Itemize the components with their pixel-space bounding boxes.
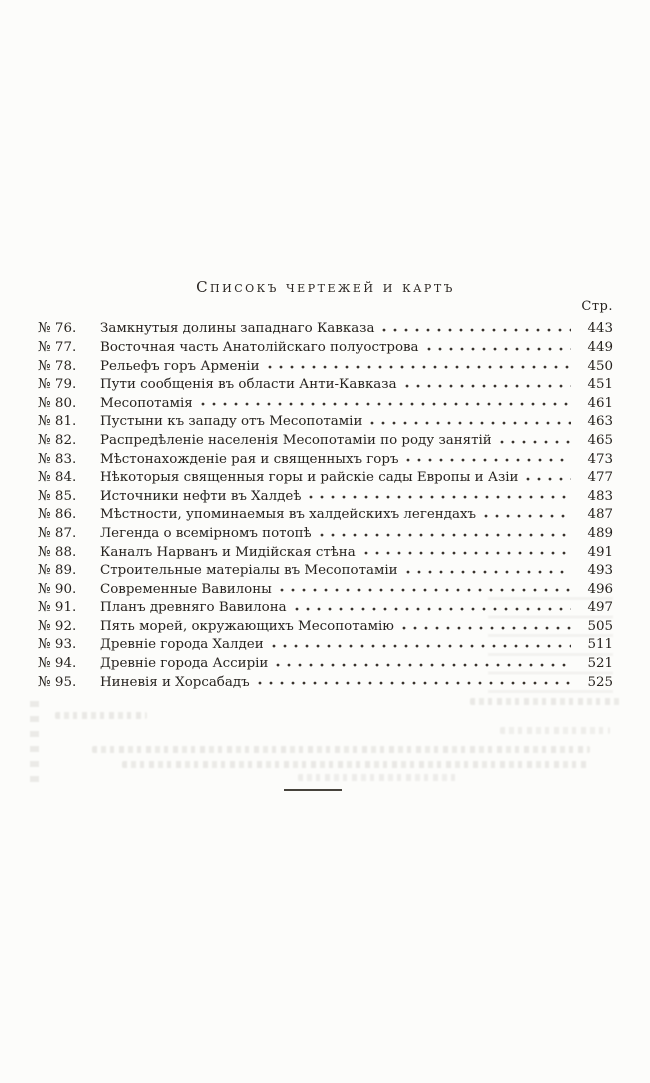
dot-leader (382, 319, 571, 332)
entry-title: Источники нефти въ Халдеѣ (100, 488, 302, 504)
entry-page: 496 (587, 581, 613, 597)
entry-page: 487 (587, 507, 613, 523)
entry-number: № 89. (38, 563, 77, 579)
toc-entry (38, 468, 613, 487)
dot-leader (406, 561, 571, 574)
toc-entry (38, 319, 613, 338)
entry-title: Строительные матеріалы въ Месопотаміи (100, 563, 398, 579)
entry-number: № 82. (38, 432, 77, 448)
dot-leader (309, 486, 571, 499)
dot-leader (526, 468, 571, 481)
entry-page: 465 (587, 432, 613, 448)
entry-number: № 85. (38, 488, 77, 504)
dot-leader (484, 505, 571, 518)
dot-leader (268, 356, 571, 369)
bleed-through-smudge (298, 774, 458, 781)
dot-leader (370, 412, 571, 425)
divider-rule (284, 789, 342, 791)
bleed-through-smudge (55, 712, 147, 719)
entry-title: Рельефъ горъ Арменіи (100, 358, 260, 374)
toc-entry (38, 393, 613, 412)
entry-number: № 83. (38, 451, 77, 467)
entry-page: 451 (587, 377, 613, 393)
toc-entry (38, 542, 613, 561)
entry-page: 450 (587, 358, 613, 374)
entry-number: № 95. (38, 674, 77, 690)
entry-title: Легенда о всемірномъ потопѣ (100, 525, 312, 541)
toc-entry (38, 356, 613, 375)
entry-page: 461 (587, 395, 613, 411)
toc-entry (38, 486, 613, 505)
entry-title: Древніе города Халдеи (100, 637, 264, 653)
entry-page: 497 (587, 600, 613, 616)
entry-title: Планъ древняго Вавилона (100, 600, 287, 616)
entry-number: № 84. (38, 470, 77, 486)
entry-title: Замкнутыя долины западнаго Кавказа (100, 321, 375, 337)
entry-number: № 78. (38, 358, 77, 374)
entry-title: Месопотамія (100, 395, 193, 411)
entry-title: Мѣстонахожденіе рая и священныхъ горъ (100, 451, 399, 467)
entry-number: № 80. (38, 395, 77, 411)
dot-leader (500, 431, 571, 444)
entry-number: № 79. (38, 377, 77, 393)
toc-entry (38, 375, 613, 394)
entry-page: 477 (587, 470, 613, 486)
bleed-through-smudge (122, 761, 590, 768)
entry-title: Ниневія и Хорсабадъ (100, 674, 250, 690)
margin-smudge (30, 700, 39, 782)
entry-page: 463 (587, 414, 613, 430)
entry-page: 491 (587, 544, 613, 560)
toc-entry (38, 431, 613, 450)
entry-number: № 93. (38, 637, 77, 653)
dot-leader (280, 579, 571, 592)
toc-entry (38, 449, 613, 468)
bleed-through-smudge (500, 727, 610, 734)
entry-number: № 90. (38, 581, 77, 597)
bleed-through-smudge (470, 698, 620, 705)
entry-page: 473 (587, 451, 613, 467)
bleed-through-smudge (92, 746, 590, 753)
entry-title: Пустыни къ западу отъ Месопотаміи (100, 414, 363, 430)
entry-page: 483 (587, 488, 613, 504)
dot-leader (320, 524, 571, 537)
entry-number: № 94. (38, 656, 77, 672)
entry-page: 525 (587, 674, 613, 690)
entry-title: Распредѣленіе населенія Месопотаміи по роду занятій (100, 432, 492, 448)
entry-title: Пять морей, окружающихъ Месопотамію (100, 618, 394, 634)
entry-page: 505 (587, 618, 613, 634)
page-title: Списокъ чертежей и картъ (196, 278, 455, 296)
dot-leader (406, 449, 571, 462)
entry-number: № 91. (38, 600, 77, 616)
entry-number: № 88. (38, 544, 77, 560)
entry-title: Каналъ Нарванъ и Мидійская стѣна (100, 544, 356, 560)
entry-title: Нѣкоторыя священныя горы и райскіе сады Европы и Азіи (100, 470, 519, 486)
entry-number: № 77. (38, 339, 77, 355)
entry-page: 449 (587, 339, 613, 355)
dot-leader (427, 338, 571, 351)
entry-title: Современные Вавилоны (100, 581, 272, 597)
dot-leader (201, 393, 571, 406)
entry-number: № 87. (38, 525, 77, 541)
entry-number: № 81. (38, 414, 77, 430)
entry-title: Восточная часть Анатолійскаго полуострова (100, 339, 419, 355)
toc-entry (38, 412, 613, 431)
entry-page: 489 (587, 525, 613, 541)
bleed-through-smudge (488, 595, 613, 693)
entry-page: 443 (587, 321, 613, 337)
entry-title: Пути сообщенія въ области Анти-Кавказа (100, 377, 397, 393)
toc-entry (38, 524, 613, 543)
entry-title: Древніе города Ассиріи (100, 656, 269, 672)
dot-leader (364, 542, 571, 555)
entry-number: № 92. (38, 618, 77, 634)
entry-page: 493 (587, 563, 613, 579)
entry-number: № 86. (38, 507, 77, 523)
page-column-label: Стр. (581, 299, 613, 314)
toc-entry (38, 505, 613, 524)
toc-entry (38, 561, 613, 580)
entry-title: Мѣстности, упоминаемыя въ халдейскихъ легендахъ (100, 507, 477, 523)
toc-entry (38, 338, 613, 357)
dot-leader (405, 375, 571, 388)
entry-page: 511 (587, 637, 613, 653)
entry-number: № 76. (38, 321, 77, 337)
entry-page: 521 (587, 656, 613, 672)
